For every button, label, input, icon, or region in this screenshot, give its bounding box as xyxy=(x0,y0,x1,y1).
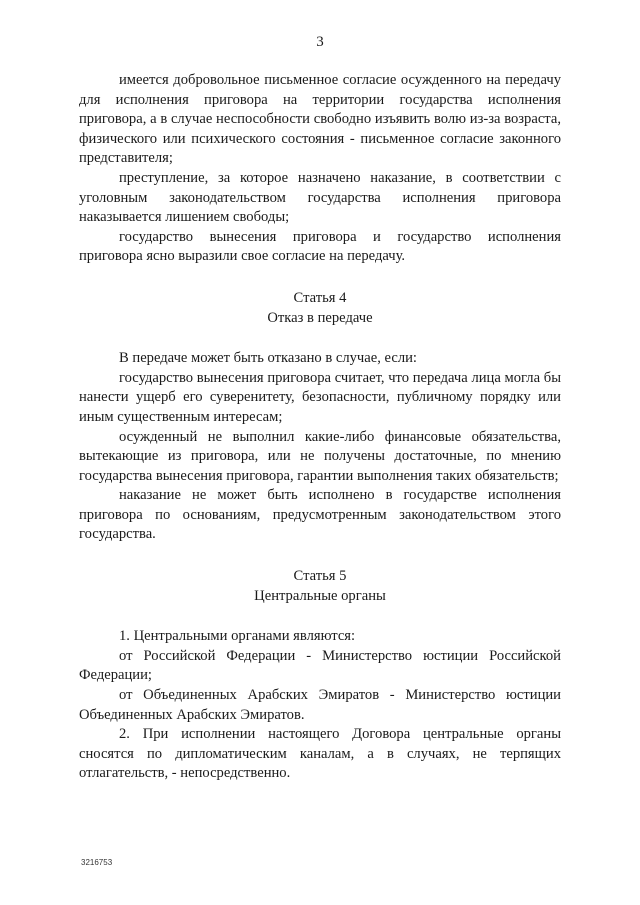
article5-paragraph-2: от Российской Федерации - Министерство юстиции Российской Федерации; xyxy=(79,647,561,684)
document-body xyxy=(79,71,561,784)
article4-number: Статья 4 xyxy=(293,289,347,306)
page-number: 3 xyxy=(316,34,324,50)
article4-paragraph-3: осужденный не выполнил какие-либо финансовые обязательства, вытекающие из приговора, или не получены достаточные, по мнению государства вынесения приговора, гарантии выполнения таких обязательств; xyxy=(79,428,561,484)
article4-paragraph-2: государство вынесения приговора считает, что передача лица могла бы нанести ущерб его суверенитету, безопасности, публичному порядку или иным существенным интересам; xyxy=(79,369,561,425)
article4-paragraph-1: В передаче может быть отказано в случае, если: xyxy=(119,350,417,367)
article5-title: Центральные органы xyxy=(254,587,386,604)
article3-paragraph-1: имеется добровольное письменное согласие осужденного на передачу для исполнения приговора на территории государства исполнения приговора, а в случае неспособности свободно изъявить волю из-за возраста, физического или психического состояния - письменное согласие законного представителя; xyxy=(79,72,561,167)
article4-title: Отказ в передаче xyxy=(267,309,373,326)
article5-number: Статья 5 xyxy=(293,568,347,585)
article5-paragraph-1: 1. Центральными органами являются: xyxy=(119,628,356,645)
document-code: 3216753 xyxy=(81,858,113,867)
article5-paragraph-3: от Объединенных Арабских Эмиратов - Министерство юстиции Объединенных Арабских Эмиратов. xyxy=(79,687,561,723)
article3-paragraph-3: государство вынесения приговора и государство исполнения приговора ясно выразили свое согласие на передачу. xyxy=(79,228,561,265)
article4-paragraph-4: наказание не может быть исполнено в государстве исполнения приговора по основаниям, предусмотренным законодательством этого государства. xyxy=(79,487,561,543)
article5-paragraph-4: 2. При исполнении настоящего Договора центральные органы сносятся по дипломатическим каналам, а в случаях, не терпящих отлагательств, - непосредственно. xyxy=(79,726,561,782)
article3-paragraph-2: преступление, за которое назначено наказание, в соответствии с уголовным законодательством государства исполнения приговора наказывается лишением свободы; xyxy=(79,169,561,226)
